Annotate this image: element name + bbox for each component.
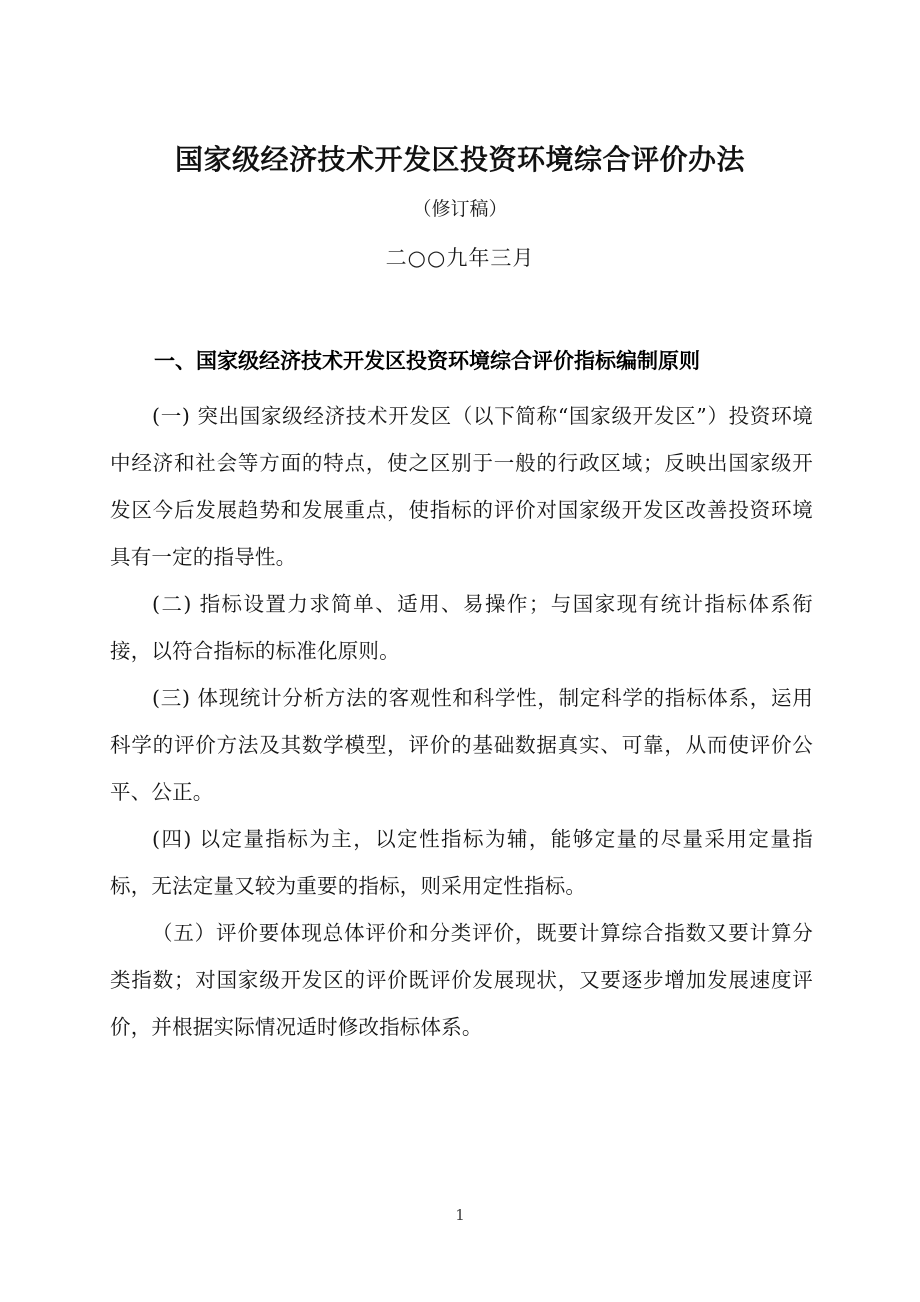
paragraph-5: （五）评价要体现总体评价和分类评价，既要计算综合指数又要计算分类指数；对国家级开发区的评价既评价发展现状，又要逐步增加发展速度评价，并根据实际情况适时修改指标体系。	[110, 921, 813, 1039]
title-block	[0, 140, 920, 274]
section-heading-1: 一、国家级经济技术开发区投资环境综合评价指标编制原则	[154, 349, 700, 373]
paragraph-4: (四) 以定量指标为主，以定性指标为辅，能够定量的尽量采用定量指标，无法定量又较为重要的指标，则采用定性指标。	[110, 827, 813, 898]
paragraph-3: (三) 体现统计分析方法的客观性和科学性，制定科学的指标体系，运用科学的评价方法及其数学模型，评价的基础数据真实、可靠，从而使评价公平、公正。	[110, 686, 813, 804]
document-title: 国家级经济技术开发区投资环境综合评价办法	[174, 143, 745, 176]
document-subtitle: （修订稿）	[412, 198, 508, 220]
page-number: 1	[455, 1206, 465, 1224]
document-body	[110, 338, 813, 1051]
paragraph-2: (二) 指标设置力求简单、适用、易操作；与国家现有统计指标体系衔接，以符合指标的标准化原则。	[110, 592, 813, 663]
paragraph-1: (一) 突出国家级经济技术开发区（以下简称“国家级开发区”）投资环境中经济和社会等方面的特点，使之区别于一般的行政区域；反映出国家级开发区今后发展趋势和发展重点，使指标的评价对国家级开发区改善投资环境具有一定的指导性。	[110, 404, 813, 569]
document-date: 二○○九年三月	[385, 246, 535, 270]
